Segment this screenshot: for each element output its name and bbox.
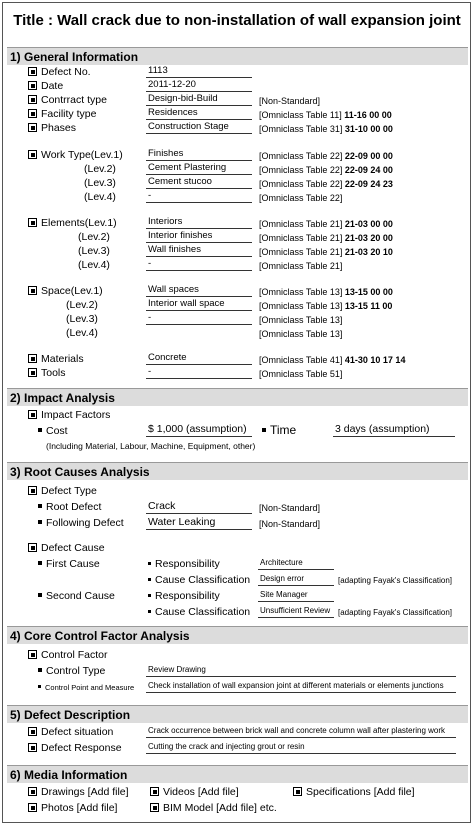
elements-lev2-ref: [Omniclass Table 21] 21-03 20 00 <box>259 233 393 243</box>
bim-model-add-file[interactable]: BIM Model [Add file] etc. <box>150 802 277 815</box>
space-lev1-value: Wall spaces <box>146 284 252 297</box>
checkbox-icon <box>293 787 302 796</box>
checkbox-icon <box>28 67 37 76</box>
work-type-lev3-value: Cement stucoo <box>146 176 252 189</box>
defect-cause-label: Defect Cause <box>28 542 105 555</box>
control-point-value: Check installation of wall expansion joint at different materials or elements junctions <box>146 680 456 693</box>
following-defect-ref: [Non-Standard] <box>259 519 321 529</box>
checkbox-icon <box>28 150 37 159</box>
tools-value: - <box>146 366 252 379</box>
root-defect-ref: [Non-Standard] <box>259 503 321 513</box>
contract-type-value: Design-bid-Build <box>146 93 252 106</box>
bullet-icon <box>148 578 151 581</box>
first-responsibility-label: Responsibility <box>148 558 220 571</box>
checkbox-icon <box>28 410 37 419</box>
field-label-tools: Tools <box>28 367 66 380</box>
first-cause-label: First Cause <box>38 558 100 571</box>
first-responsibility-value: Architecture <box>258 557 334 570</box>
root-defect-label: Root Defect <box>38 501 101 514</box>
field-label-work-type-lev1: Work Type(Lev.1) <box>28 149 123 162</box>
bullet-icon <box>38 504 42 508</box>
photos-add-file[interactable]: Photos [Add file] <box>28 802 117 815</box>
bullet-icon <box>38 520 42 524</box>
checkbox-icon <box>28 486 37 495</box>
specifications-add-file[interactable]: Specifications [Add file] <box>293 786 415 799</box>
control-point-label: Control Point and Measure <box>38 682 134 693</box>
work-type-lev4-ref: [Omniclass Table 22] <box>259 193 343 203</box>
space-lev3-value: - <box>146 312 252 325</box>
checkbox-icon <box>28 354 37 363</box>
phases-value: Construction Stage <box>146 121 252 134</box>
space-lev2-ref: [Omniclass Table 13] 13-15 11 00 <box>259 301 393 311</box>
second-cause-label: Second Cause <box>38 590 115 603</box>
control-type-label: Control Type <box>38 665 105 678</box>
elements-lev4-ref: [Omniclass Table 21] <box>259 261 343 271</box>
work-type-lev3-ref: [Omniclass Table 22] 22-09 24 23 <box>259 179 393 189</box>
elements-lev2-value: Interior finishes <box>146 230 252 243</box>
defect-situation-label: Defect situation <box>28 726 113 739</box>
section-core-control-factor: 4) Core Control Factor Analysis <box>7 626 468 644</box>
defect-response-label: Defect Response <box>28 742 122 755</box>
following-defect-label: Following Defect <box>38 517 124 530</box>
second-classification-value: Unsufficient Review <box>258 605 334 618</box>
field-label-space-lev3: (Lev.3) <box>66 313 98 325</box>
first-classification-value: Design error <box>258 573 334 586</box>
bullet-icon <box>148 610 151 613</box>
bullet-icon <box>38 685 41 688</box>
second-classification-ref: [adapting Fayak's Classification] <box>338 608 453 617</box>
field-label-contract-type: Contrract type <box>28 94 107 107</box>
section-root-causes-analysis: 3) Root Causes Analysis <box>7 462 468 480</box>
field-label-materials: Materials <box>28 353 84 366</box>
section-media-information: 6) Media Information <box>7 765 468 783</box>
bullet-icon <box>262 428 266 432</box>
first-classification-ref: [adapting Fayak's Classification] <box>338 576 453 585</box>
elements-lev4-value: - <box>146 258 252 271</box>
time-value: 3 days (assumption) <box>333 423 455 437</box>
defect-no-value: 1113 <box>146 65 252 78</box>
control-factor-label: Control Factor <box>28 649 108 662</box>
date-value: 2011-12-20 <box>146 79 252 92</box>
field-label-date: Date <box>28 80 63 93</box>
impact-factors-label: Impact Factors <box>28 409 110 422</box>
time-label: Time <box>262 424 296 437</box>
checkbox-icon <box>28 286 37 295</box>
bullet-icon <box>38 561 42 565</box>
checkbox-icon <box>28 727 37 736</box>
impact-note: (Including Material, Labour, Machine, Equipment, other) <box>46 441 256 451</box>
videos-add-file[interactable]: Videos [Add file] <box>150 786 239 799</box>
checkbox-icon <box>28 123 37 132</box>
field-label-space-lev2: (Lev.2) <box>66 299 98 311</box>
work-type-lev4-value: - <box>146 190 252 203</box>
field-label-work-type-lev2: (Lev.2) <box>84 163 116 175</box>
checkbox-icon <box>28 787 37 796</box>
tools-ref: [Omniclass Table 51] <box>259 369 343 379</box>
contract-type-ref: [Non-Standard] <box>259 96 321 106</box>
page-title: Title : Wall crack due to non-installation of wall expansion joint <box>13 12 461 29</box>
defect-situation-value: Crack occurrence between brick wall and concrete column wall after plastering work <box>146 725 456 738</box>
defect-response-value: Cutting the crack and injecting grout or resin <box>146 741 456 754</box>
checkbox-icon <box>150 803 159 812</box>
second-responsibility-value: Site Manager <box>258 589 334 602</box>
checkbox-icon <box>28 218 37 227</box>
facility-type-value: Residences <box>146 107 252 120</box>
work-type-lev1-ref: [Omniclass Table 22] 22-09 00 00 <box>259 151 393 161</box>
following-defect-value: Water Leaking <box>146 516 252 530</box>
field-label-facility-type: Facility type <box>28 108 96 121</box>
field-label-phases: Phases <box>28 122 76 135</box>
checkbox-icon <box>28 95 37 104</box>
materials-value: Concrete <box>146 352 252 365</box>
checkbox-icon <box>28 543 37 552</box>
field-label-elements-lev3: (Lev.3) <box>78 245 110 257</box>
field-label-space-lev1: Space(Lev.1) <box>28 285 103 298</box>
field-label-space-lev4: (Lev.4) <box>66 327 98 339</box>
checkbox-icon <box>28 803 37 812</box>
space-lev2-value: Interior wall space <box>146 298 252 311</box>
elements-lev3-value: Wall finishes <box>146 244 252 257</box>
bullet-icon <box>38 668 42 672</box>
checkbox-icon <box>28 109 37 118</box>
checkbox-icon <box>28 368 37 377</box>
checkbox-icon <box>28 81 37 90</box>
bullet-icon <box>38 428 42 432</box>
cost-label: Cost <box>38 425 68 438</box>
drawings-add-file[interactable]: Drawings [Add file] <box>28 786 129 799</box>
materials-ref: [Omniclass Table 41] 41-30 10 17 14 <box>259 355 406 365</box>
second-classification-label: Cause Classification <box>148 606 250 619</box>
elements-lev1-ref: [Omniclass Table 21] 21-03 00 00 <box>259 219 393 229</box>
root-defect-value: Crack <box>146 500 252 514</box>
phases-ref: [Omniclass Table 31] 31-10 00 00 <box>259 124 393 134</box>
field-label-elements-lev4: (Lev.4) <box>78 259 110 271</box>
facility-type-ref: [Omniclass Table 11] 11-16 00 00 <box>259 110 392 120</box>
field-label-work-type-lev4: (Lev.4) <box>84 191 116 203</box>
section-impact-analysis: 2) Impact Analysis <box>7 388 468 406</box>
bullet-icon <box>38 593 42 597</box>
section-defect-description: 5) Defect Description <box>7 705 468 723</box>
bullet-icon <box>148 562 151 565</box>
second-responsibility-label: Responsibility <box>148 590 220 603</box>
field-label-elements-lev1: Elements(Lev.1) <box>28 217 117 230</box>
cost-value: $ 1,000 (assumption) <box>146 423 252 437</box>
elements-lev1-value: Interiors <box>146 216 252 229</box>
work-type-lev2-ref: [Omniclass Table 22] 22-09 24 00 <box>259 165 393 175</box>
control-type-value: Review Drawing <box>146 664 456 677</box>
space-lev1-ref: [Omniclass Table 13] 13-15 00 00 <box>259 287 393 297</box>
bullet-icon <box>148 594 151 597</box>
section-general-information: 1) General Information <box>7 47 468 65</box>
first-classification-label: Cause Classification <box>148 574 250 587</box>
space-lev3-ref: [Omniclass Table 13] <box>259 315 343 325</box>
field-label-elements-lev2: (Lev.2) <box>78 231 110 243</box>
checkbox-icon <box>28 650 37 659</box>
checkbox-icon <box>28 743 37 752</box>
field-label-work-type-lev3: (Lev.3) <box>84 177 116 189</box>
defect-type-label: Defect Type <box>28 485 97 498</box>
space-lev4-ref: [Omniclass Table 13] <box>259 329 343 339</box>
work-type-lev2-value: Cement Plastering <box>146 162 252 175</box>
field-label-defect-no: Defect No. <box>28 66 91 79</box>
checkbox-icon <box>150 787 159 796</box>
work-type-lev1-value: Finishes <box>146 148 252 161</box>
elements-lev3-ref: [Omniclass Table 21] 21-03 20 10 <box>259 247 393 257</box>
